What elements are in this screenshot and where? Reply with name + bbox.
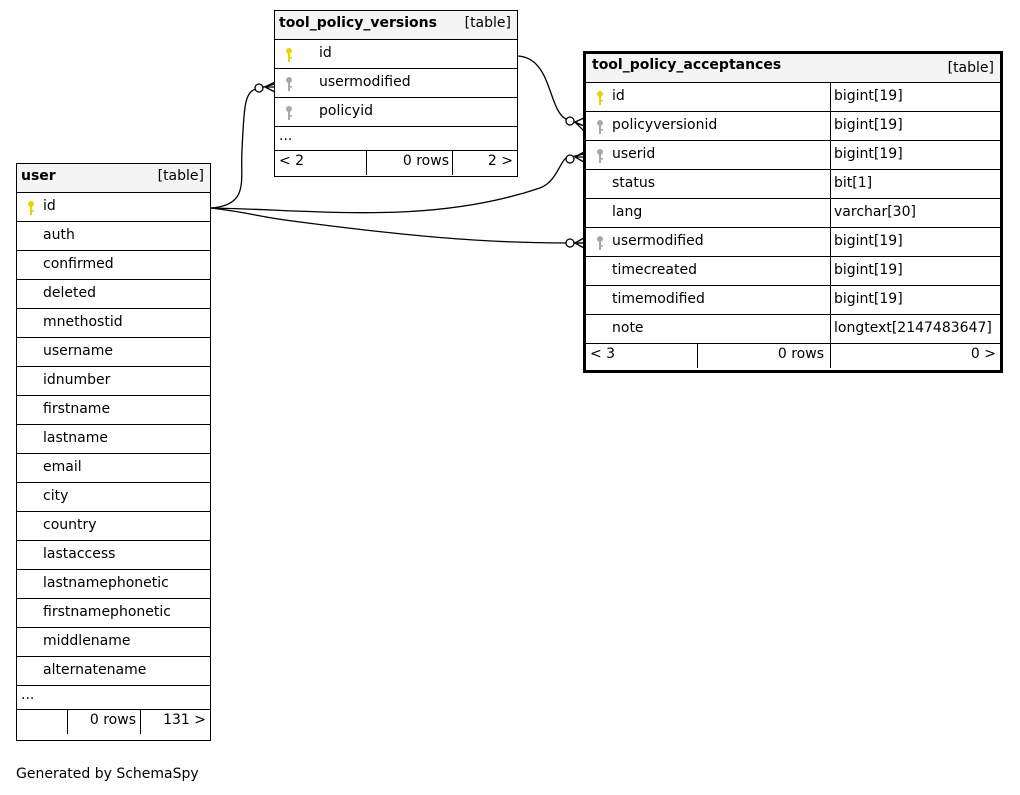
zero-marker <box>566 155 574 163</box>
column-name: id <box>612 88 625 104</box>
parents-count[interactable]: < 2 <box>279 153 305 169</box>
column-name: city <box>43 488 69 504</box>
children-count[interactable]: 131 > <box>163 712 206 728</box>
column-name: lastnamephonetic <box>43 575 169 591</box>
column-name: usermodified <box>319 74 411 90</box>
column-name: email <box>43 459 82 475</box>
column-name: confirmed <box>43 256 114 272</box>
row-count: 0 rows <box>402 153 449 169</box>
column-type: bigint[19] <box>834 117 903 133</box>
zero-marker <box>255 84 263 92</box>
table-name: tool_policy_acceptances <box>592 57 782 73</box>
table-kind: [table] <box>947 60 994 76</box>
column-name: idnumber <box>43 372 111 388</box>
column-name: usermodified <box>612 233 704 249</box>
generated-by-credit: Generated by SchemaSpy <box>16 766 199 782</box>
children-count[interactable]: 0 > <box>970 346 996 362</box>
column-type: bigint[19] <box>834 291 903 307</box>
column-name: policyid <box>319 103 373 119</box>
column-name: id <box>43 198 56 214</box>
column-name: username <box>43 343 113 359</box>
column-type: bigint[19] <box>834 233 903 249</box>
column-type: bigint[19] <box>834 88 903 104</box>
row-count: 0 rows <box>777 346 824 362</box>
column-name: firstname <box>43 401 111 417</box>
column-type: varchar[30] <box>834 204 916 220</box>
column-name: deleted <box>43 285 96 301</box>
column-name: lastname <box>43 430 108 446</box>
relationship-userid <box>211 154 584 213</box>
column-type: bigint[19] <box>834 262 903 278</box>
column-type: bit[1] <box>834 175 873 191</box>
column-name: note <box>612 320 644 336</box>
row-count: 0 rows <box>89 712 136 728</box>
relationship-versions-usermodified <box>211 84 275 208</box>
table-kind: [table] <box>464 15 511 31</box>
column-name: country <box>43 517 97 533</box>
table-kind: [table] <box>157 168 204 184</box>
column-name: lastaccess <box>43 546 116 562</box>
column-name: alternatename <box>43 662 147 678</box>
column-name: status <box>612 175 656 191</box>
column-name: policyversionid <box>612 117 718 133</box>
relationship-usermodified <box>211 208 584 243</box>
column-name: timemodified <box>612 291 705 307</box>
column-name: auth <box>43 227 75 243</box>
column-name: middlename <box>43 633 131 649</box>
children-count[interactable]: 2 > <box>487 153 513 169</box>
ellipsis-text: ... <box>279 128 293 144</box>
table-name: tool_policy_versions <box>279 15 437 31</box>
column-type: bigint[19] <box>834 146 903 162</box>
column-name: userid <box>612 146 656 162</box>
parents-count[interactable]: < 3 <box>590 346 616 362</box>
column-name: id <box>319 45 332 61</box>
ellipsis-text: ... <box>21 687 35 703</box>
column-type: longtext[2147483647] <box>834 320 992 336</box>
column-name: lang <box>612 204 643 220</box>
zero-marker <box>566 239 574 247</box>
zero-marker <box>566 117 574 125</box>
table-name: user <box>21 168 56 184</box>
relationship-policyversion <box>518 56 584 126</box>
column-name: firstnamephonetic <box>43 604 171 620</box>
column-name: timecreated <box>612 262 697 278</box>
column-name: mnethostid <box>43 314 123 330</box>
